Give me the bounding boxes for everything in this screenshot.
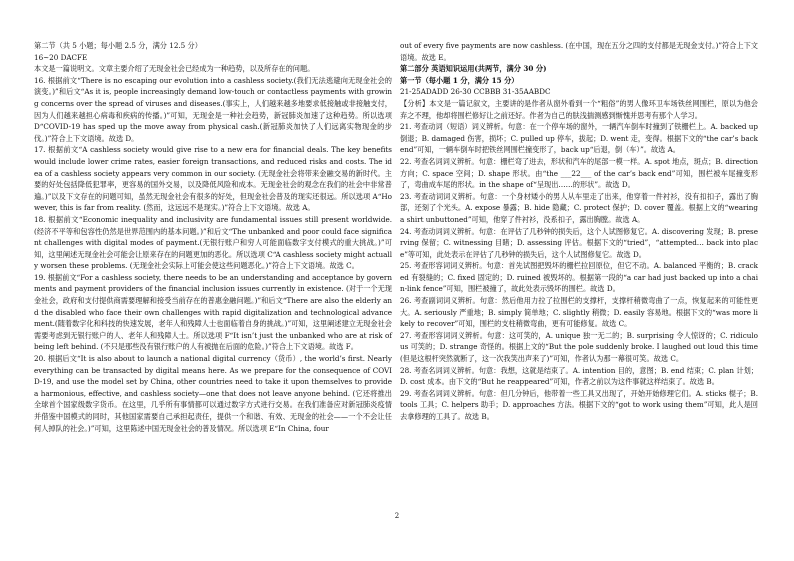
paragraph: 21. 考查动词（短语）词义辨析。句意：在一个停车场的窗外，一辆汽车倒车时撞到了铁栅栏上。A. backed up 倒退；B. damaged 伤害，损坏；C. pulled up 停车，拔起；D. went 走，变得。根据下文的“the car’s back end”可知，一辆车倒车时把铁丝网围栏撞变形了，back up“后退，倒（车）”。故选 A。 (400, 122, 758, 155)
right-column (400, 40, 758, 423)
paragraph: 27. 考查形容词词义辨析。句意：这可笑的，A. unique 独一无二的；B. surprising 令人惊讶的；C. ridiculous 可笑的；D. strange 奇怪的。根据上文的“But the pole suddenly broke. I laughed out loud this time (但是这根杆突然就断了，这一次我笑出声来了)”可知，作者认为那一幕很可笑。故选 C。 (400, 330, 758, 364)
paragraph: 25. 考查形容词词义辨析。句意：首先试图把毁坏的栅栏拉回原位，但它不动。A. balanced 平衡的；B. cracked 有裂缝的；C. fixed 固定的；D. ruined 被毁坏的。根据第一段的“a car had just backed up into a chain-link fence”可知，围栏被撞了，故此处表示毁坏的围栏。故选 D。 (400, 261, 758, 294)
paragraph: 24. 考查动词词义辨析。句意：在评估了几秒钟的损失后，这个人试图修复它。A. discovering 发现；B. preserving 保留；C. witnessing 目睹；D. assessing 评估。根据下文的“tried”，“attempted… back into place”等可知，此处表示在评估了几秒钟的损失后，这个人试图修复它。故选 D。 (400, 226, 758, 259)
paragraph: 16~20 DACFE (34, 52, 88, 62)
paragraph: 16. 根据前文“There is no escaping our evolution into a cashless society.(我们无法逃避向无现金社会的演变。)”和后文“As it is, people increasingly demand low-touch or contactless payments with growing concerns over the spread of viruses and diseases.(事实上，人们越来越多地要求低接触或非接触支付，因为人们越来越担心病毒和疾病的传播。)”可知，无现金是一种社会趋势，新冠肺炎加速了这种趋势。所以选项 D“COVID-19 has sped up the move away from physical cash.(新冠肺炎加快了人们远离实物现金的步伐。)”符合上下文语境。故选 D。 (34, 75, 392, 143)
paragraph: 23. 考查动词词义辨析。句意：一个身材矮小的男人从车里走了出来，他穿着一件衬衫，没有扣扣子，露出了胸部，还刻了个光头。A. expose 暴露；B. hide 隐藏；C. protect 保护；D. cover 覆盖。根据上文的“wearing a shirt unbuttoned”可知，他穿了件衬衫，没系扣子，露出胸膛。故选 A。 (400, 191, 758, 224)
paragraph: 【分析】本文是一篇记叙文，主要讲的是作者从窗外看到一个“粗俗”的男人像环卫车场铁丝网围栏，原以为他会弃之不理，他却将围栏修好让之前还好。作者为自己的肤浅揣测感到惭愧并思考有那个人学习。 (400, 98, 758, 120)
paragraph: 第二节（共 5 小题；每小题 2.5 分，满分 12.5 分） (34, 41, 202, 50)
paragraph: 17. 根据前文“A cashless society would give rise to a new era for financial deals. The key benefits would include lower crime rates, easier foreign transactions, and reduced risks and costs. The idea of a cashless society appears very common in our society. (无现金社会将带来金融交易的新时代。主要的好处包括降低犯罪率，更容易的国外交易，以及降低风险和成本。无现金社会的观念在我们的社会中非常普遍。)”以及下文存在的问题可知，虽然无现金社会有很多的好处，但现金社会普及的现实还很远。所以选项 A“However, this is far from reality. (然而，这远远不是现实。)”符合上下文语境。故选 A。 (34, 145, 392, 213)
paragraph: 本文是一篇说明文。文章主要介绍了无现金社会已经成为一种趋势，以及所存在的问题。 (34, 64, 315, 74)
left-column (34, 40, 392, 434)
paragraph: 22. 考查名词词义辨析。句意：栅栏弯了进去，形状和汽车的尾部一模一样。A. spot 地点，斑点；B. direction 方向；C. space 空间；D. shape 形状。由“the ___22___ of the car’s back end”可知，围栏被车尾撞变形了，弯曲成车尾的形状。in the shape of“呈现出……的形状”。故选 D。 (400, 156, 758, 190)
paragraph: 19. 根据前文“For a cashless society, there needs to be an understanding and acceptance by governments and payment providers of the financial inclusion issues currently in existence. (对于一个无现金社会，政府和支付提供商需要理解和接受当前存在的普惠金融问题。)”和后文“There are also the elderly and the disabled who face their own challenges with rapid digitalization and technological advancement.(随着数字化和科技的快速发展，老年人和残障人士也面临着自身的挑战。)”可知，这里阐述建立无现金社会需要考虑到无银行账户的人、老年人和残障人士。所以选项 F“It isn’t just the unbanked who are at risk of being left behind. (不只是那些没有银行账户的人有被抛在后面的危险。)”符合上下文语境。故选 F。 (34, 272, 392, 352)
paragraph: out of every five payments are now cashless. (在中国，现在五分之四的支付都是无现金支付。)”符合上下文语境。故选 E。 (400, 41, 758, 62)
paragraph: 21-25ADADD 26-30 CCBBB 31-35AABDC (400, 87, 551, 97)
paragraph: 18. 根据前文“Economic inequality and inclusivity are fundamental issues still present worldwide. (经济不平等和包容性仍然是世界范围内的基本问题。)”和后文“The unbanked and poor could face significant challenges with digital modes of payment.(无银行账户和穷人可能面临数字支付模式的重大挑战。)”可知，这里阐述无现金社会可能会让原来存在的问题更加的恶化。所以选项 C“A cashless society might actually worsen these problems. (无现金社会实际上可能会使这些问题恶化。)”符合上下文语境。故选 C。 (34, 214, 392, 271)
paragraph: 26. 考查副词词义辨析。句意：然后他用力拉了拉围栏的支撑杆，支撑杆稍微弯曲了一点，恢复起来的可能性更大。A. seriously 严重地；B. simply 简单地；C. slightly 稍微；D. easily 容易地。根据下文的“was more likely to recover”可知，围栏的支柱稍微弯曲，更有可能修复。故选 C。 (400, 296, 758, 329)
paragraph: 第一节（每小题 1 分，满分 15 分） (400, 75, 519, 85)
paragraph: 20. 根据后文“It is also about to launch a national digital currency（货币）, the world’s first. Nearly everything can be transacted by digital means here. As we prepare for the consequence of COVID-19, and use the model set by China, other countries need to take it upon themselves to provide a harmonious, effective, and cashless society—one that does not leave anyone behind. (它还将推出全球首个国家级数字货币。在这里，几乎所有事情都可以通过数字方式进行交易。在我们准备应对新冠肺炎疫情并借鉴中国模式的同时，其他国家需要自己承担起责任，提供一个和谐、有效、无现金的社会——一个不会让任何人掉队的社会。)”可知，这里陈述中国无现金社会的普及情况。所以选项 E“In China, four (34, 354, 392, 433)
page-number: 2 (394, 512, 400, 520)
paragraph: 28. 考查名词词义辨析。句意：我想，这就是结束了。A. intention 目的，意图；B. end 结束；C. plan 计划；D. cost 成本。由下文的“But he reappeared”可知，作者之前以为这件事就这样结束了。故选 B。 (400, 365, 758, 387)
paragraph: 29. 考查名词词义辨析。句意：但几分钟后，他带着一些工具又出现了，开始开始修理它们。A. sticks 棍子；B. tools 工具；C. helpers 助手；D. approaches 方法。根据下文的“got to work using them”可知，此人是回去拿修理的工具了。故选 B。 (400, 388, 758, 421)
paragraph: 第二部分 英语知识运用(共两节，满分 30 分) (400, 64, 547, 74)
